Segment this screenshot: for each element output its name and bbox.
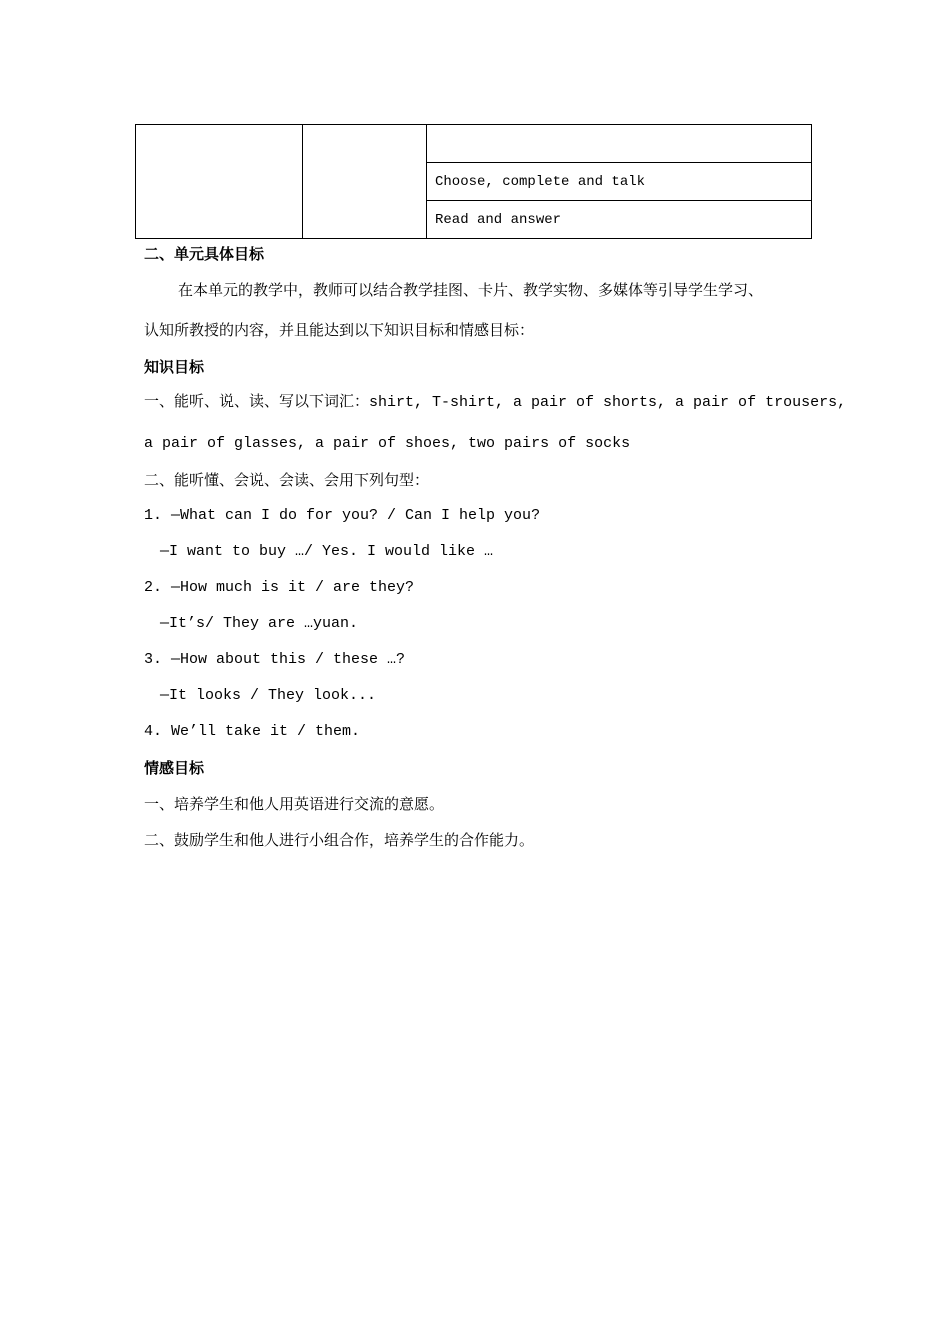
section-heading-unit-goals: 二、单元具体目标 <box>144 245 265 263</box>
vocabulary-line: 一、能听、说、读、写以下词汇：shirt, T-shirt, a pair of shorts, a pair of trousers, <box>144 394 847 411</box>
sentence-question: 4. We’ll take it / them. <box>144 723 361 740</box>
table-row <box>136 125 812 163</box>
sentence-question: 1. —What can I do for you? / Can I help you? <box>144 507 541 524</box>
affective-goal-item: 一、培养学生和他人用英语进行交流的意愿。 <box>144 795 445 813</box>
table-cell-empty <box>136 125 303 239</box>
knowledge-goals-heading: 知识目标 <box>144 358 205 376</box>
affective-goal-item: 二、鼓励学生和他人进行小组合作，培养学生的合作能力。 <box>144 831 535 849</box>
sentence-answer: —It’s/ They are …yuan. <box>160 615 359 632</box>
sentence-answer: —I want to buy …/ Yes. I would like … <box>160 543 494 560</box>
affective-goals-heading: 情感目标 <box>144 759 205 777</box>
vocabulary-line: a pair of glasses, a pair of shoes, two pairs of socks <box>144 435 631 452</box>
activity-table <box>135 124 812 239</box>
table-cell-empty <box>303 125 427 239</box>
sentence-answer: —It looks / They look... <box>160 687 377 704</box>
intro-paragraph-line: 认知所教授的内容，并且能达到以下知识目标和情感目标： <box>144 321 535 339</box>
sentence-patterns-intro: 二、能听懂、会说、会读、会用下列句型： <box>144 471 430 489</box>
table-cell-activity <box>427 125 812 163</box>
sentence-question: 2. —How much is it / are they? <box>144 579 415 596</box>
sentence-question: 3. —How about this / these …? <box>144 651 406 668</box>
table-cell-activity: Read and answer <box>427 201 812 239</box>
table-cell-activity: Choose, complete and talk <box>427 163 812 201</box>
intro-paragraph-line: 在本单元的教学中，教师可以结合教学挂图、卡片、教学实物、多媒体等引导学生学习、 <box>178 281 764 299</box>
